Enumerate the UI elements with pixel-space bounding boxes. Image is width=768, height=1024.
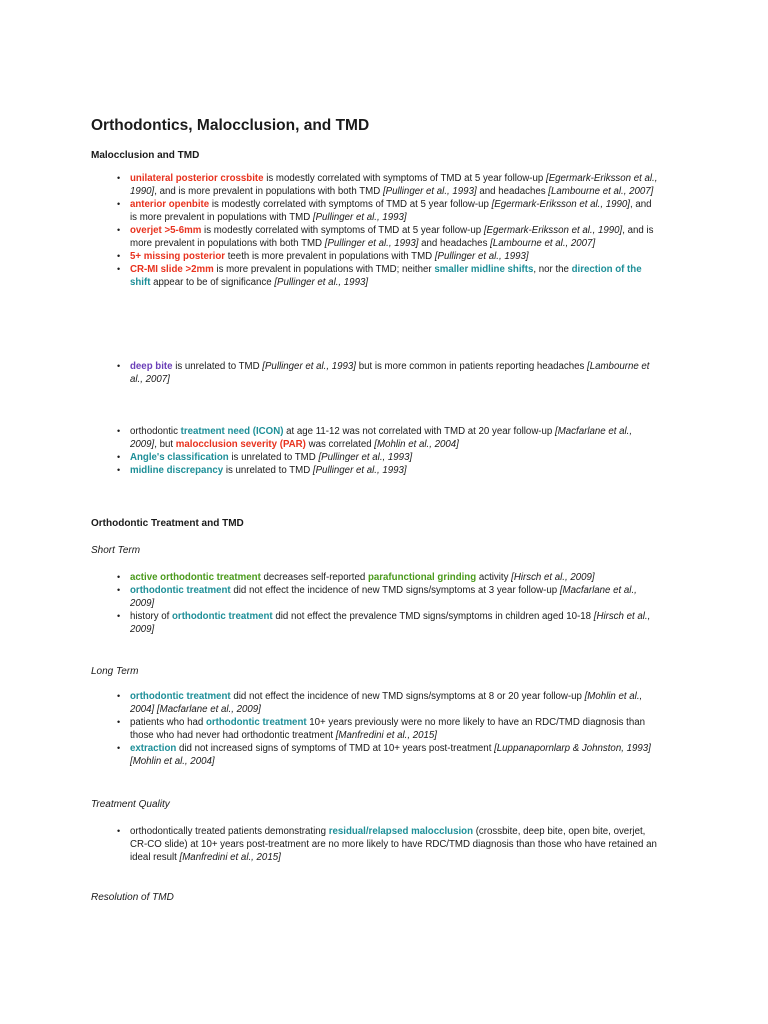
text: orthodontically treated patients demonstrating [130, 826, 329, 837]
text: decreases self-reported [260, 572, 368, 583]
text: did not effect the incidence of new TMD signs/symptoms at 8 or 20 year follow-up [230, 691, 585, 702]
list-item [130, 250, 660, 263]
reference: [Hirsch et al., 2009] [511, 572, 595, 583]
text: was correlated [305, 439, 375, 450]
reference: [Egermark-Eriksson et al., 1990] [483, 225, 623, 236]
reference: [Pullinger et al., 1993] [382, 186, 477, 197]
text: , and is more prevalent in populations with TMD [130, 199, 652, 223]
keyword: active orthodontic treatment [130, 572, 261, 583]
reference: [Pullinger et al., 1993] [434, 251, 529, 262]
reference: [Lambourne et al., 2007] [130, 361, 650, 385]
text: orthodontic [130, 426, 181, 437]
keyword: orthodontic treatment [130, 585, 231, 596]
list-item [130, 690, 660, 716]
reference: [Pullinger et al., 1993] [312, 212, 407, 223]
reference: [Pullinger et al., 1993] [262, 361, 356, 372]
reference: [Pullinger et al., 1993] [312, 465, 407, 476]
text: but is more common in patients reporting headaches [356, 361, 588, 372]
text: is modestly correlated with symptoms of TMD at 5 year follow-up [263, 173, 546, 184]
reference: [Egermark-Eriksson et al., 1990] [130, 173, 658, 197]
text: , and is more prevalent in populations with both TMD [154, 186, 383, 197]
keyword: parafunctional grinding [367, 572, 477, 583]
page-title: Orthodontics, Malocclusion, and TMD [91, 117, 370, 134]
short-term-list [130, 571, 660, 636]
list-item [130, 172, 660, 198]
reference: [Macfarlane et al., 2009] [130, 426, 633, 450]
text: teeth is more prevalent in populations with TMD [225, 251, 435, 262]
subsection-label-treatment-quality: Treatment Quality [91, 799, 170, 810]
reference: [Lambourne et al., 2007] [490, 238, 596, 249]
reference: [Macfarlane et al., 2009] [130, 585, 637, 609]
text: history of [130, 611, 172, 622]
reference: [Pullinger et al., 1993] [274, 277, 369, 288]
long-term-list [130, 690, 660, 768]
section-heading-malocclusion: Malocclusion and TMD [91, 150, 200, 161]
keyword: smaller midline shifts [434, 264, 534, 275]
list-item [130, 451, 660, 464]
text: and headaches [418, 238, 491, 249]
subsection-label-resolution: Resolution of TMD [91, 892, 174, 903]
list-item [130, 360, 660, 386]
keyword: anterior openbite [130, 199, 210, 210]
list-item [130, 825, 660, 864]
reference: [Lambourne et al., 2007] [548, 186, 654, 197]
keyword: overjet >5-6mm [130, 225, 202, 236]
keyword: malocclusion severity (PAR) [175, 439, 306, 450]
text: and headaches [476, 186, 549, 197]
reference: [Pullinger et al., 1993] [324, 238, 419, 249]
keyword: treatment need (ICON) [180, 426, 284, 437]
text: activity [476, 572, 512, 583]
list-item [130, 584, 660, 610]
treatment-need-list [130, 425, 660, 477]
reference: [Manfredini et al., 2015] [335, 730, 437, 741]
text: , but [154, 439, 176, 450]
treatment-quality-list [130, 825, 660, 864]
subsection-label-long-term: Long Term [91, 666, 139, 677]
text: , and is more prevalent in populations with both TMD [130, 225, 654, 249]
list-item [130, 742, 660, 768]
malocclusion-list [130, 172, 660, 289]
list-item [130, 464, 660, 477]
text: did not effect the prevalence TMD signs/symptoms in children aged 10-18 [272, 611, 594, 622]
reference: [Manfredini et al., 2015] [179, 852, 281, 863]
keyword: orthodontic treatment [205, 717, 307, 728]
reference: [Pullinger et al., 1993] [318, 452, 413, 463]
keyword: extraction [130, 743, 177, 754]
text: did not effect the incidence of new TMD signs/symptoms at 3 year follow-up [230, 585, 560, 596]
keyword: direction of the shift [130, 264, 642, 288]
text: is unrelated to TMD [172, 361, 263, 372]
list-item [130, 425, 660, 451]
keyword: orthodontic treatment [172, 611, 273, 622]
reference: [Hirsch et al., 2009] [130, 611, 651, 635]
list-item [130, 716, 660, 742]
keyword: deep bite [130, 361, 173, 372]
text: is unrelated to TMD [228, 452, 319, 463]
section-heading-treatment: Orthodontic Treatment and TMD [91, 518, 244, 529]
keyword: midline discrepancy [130, 465, 224, 476]
subsection-label-short-term: Short Term [91, 545, 141, 556]
list-item [130, 571, 660, 584]
keyword: 5+ missing posterior [130, 251, 226, 262]
reference: [Mohlin et al., 2004] [374, 439, 459, 450]
text: is modestly correlated with symptoms of TMD at 5 year follow-up [209, 199, 492, 210]
text: did not increased signs of symptoms of TMD at 10+ years post-treatment [176, 743, 495, 754]
keyword: residual/relapsed malocclusion [328, 826, 474, 837]
keyword: Angle's classification [130, 452, 229, 463]
text: appear to be of significance [150, 277, 275, 288]
deep-bite-list [130, 360, 660, 386]
text: 10+ years previously were no more likely to have an RDC/TMD diagnosis than those who had never had orthodontic treatment [130, 717, 646, 741]
list-item [130, 224, 660, 250]
text: at age 11-12 was not correlated with TMD at 20 year follow-up [283, 426, 556, 437]
keyword: CR-MI slide >2mm [130, 264, 214, 275]
text: patients who had [130, 717, 206, 728]
list-item [130, 198, 660, 224]
reference: [Egermark-Eriksson et al., 1990] [491, 199, 630, 210]
text: is more prevalent in populations with TMD; neither [213, 264, 435, 275]
list-item [130, 610, 660, 636]
keyword: orthodontic treatment [130, 691, 231, 702]
list-item [130, 263, 660, 289]
keyword: unilateral posterior crossbite [130, 173, 264, 184]
text: (crossbite, deep bite, open bite, overjet, CR-CO slide) at 10+ years post-treatment are no more likely to have RDC/TMD diagnosis than those who have retained an ideal result [130, 826, 657, 863]
text: is modestly correlated with symptoms of TMD at 5 year follow-up [201, 225, 484, 236]
reference: [Luppanapornlarp & Johnston, 1993] [Mohlin et al., 2004] [130, 743, 651, 767]
reference: [Mohlin et al., 2004] [Macfarlane et al., 2009] [130, 691, 643, 715]
text: is unrelated to TMD [223, 465, 313, 476]
text: , nor the [533, 264, 572, 275]
